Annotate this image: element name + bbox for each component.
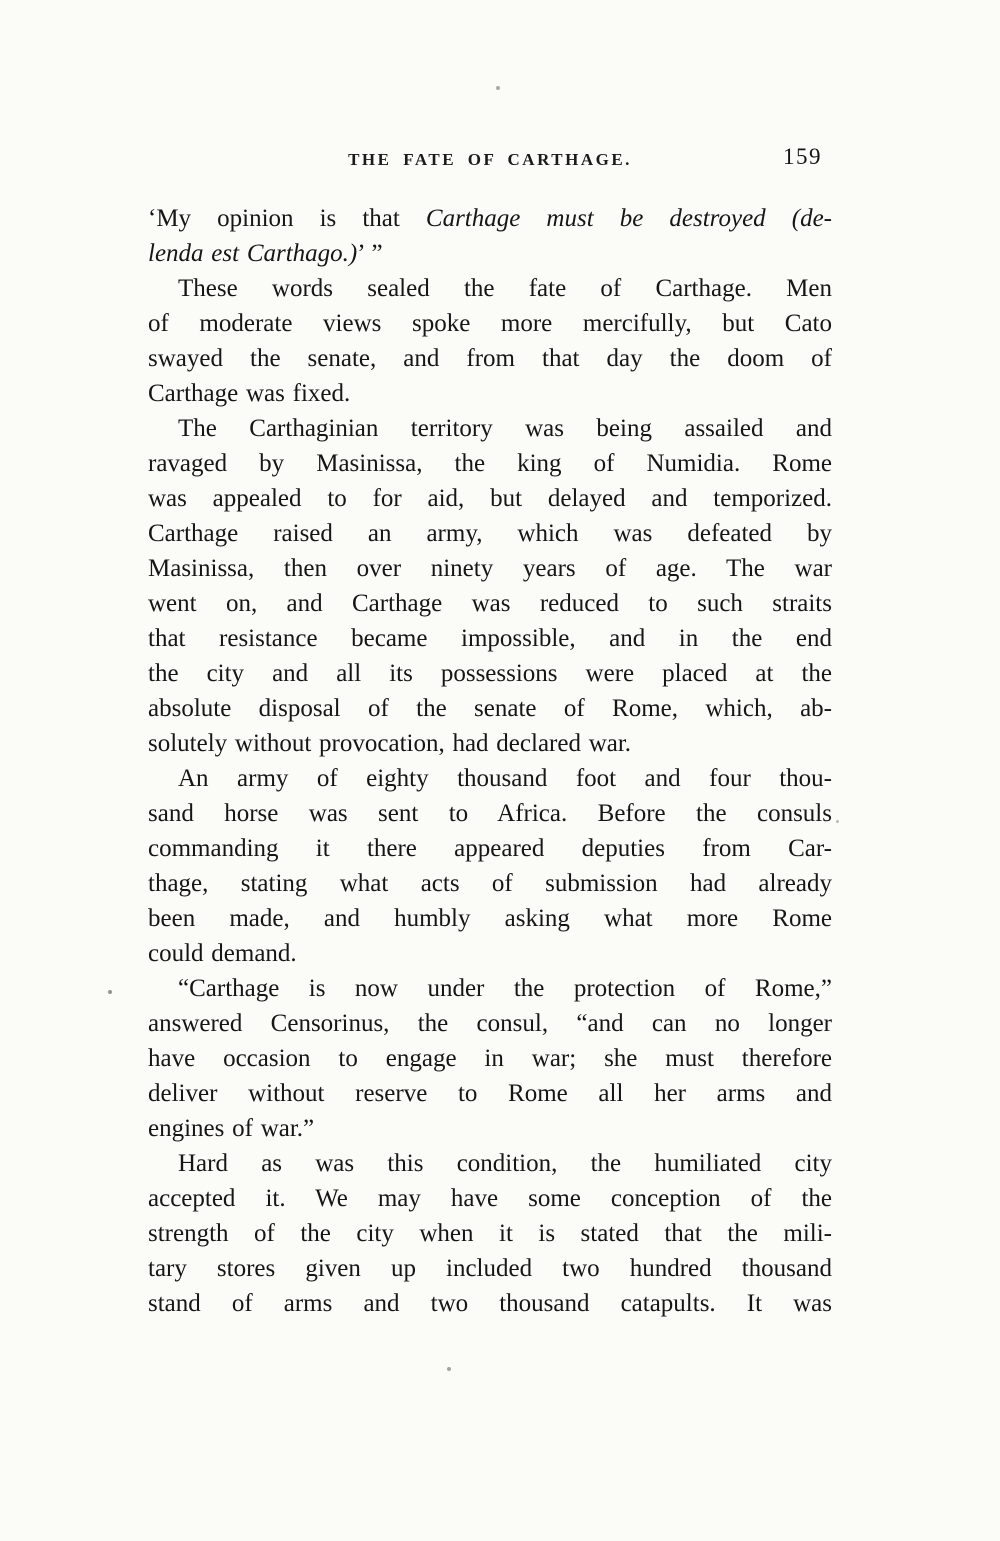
- text-line: [148, 306, 832, 341]
- text-segment: Carthage raised an army, which was defeated by: [148, 520, 832, 547]
- paragraph: [148, 201, 832, 271]
- text-line: [148, 1286, 832, 1321]
- text-line: [148, 1216, 832, 1251]
- text-line: [148, 551, 832, 586]
- text-line: [148, 726, 832, 761]
- text-line: [148, 236, 832, 271]
- text-segment: An army of eighty thousand foot and four thou-: [178, 765, 832, 792]
- text-segment: commanding it there appeared deputies from Car-: [148, 835, 832, 862]
- text-line: [148, 761, 832, 796]
- paragraph: [148, 971, 832, 1146]
- text-segment: deliver without reserve to Rome all her arms and: [148, 1080, 832, 1107]
- text-line: [148, 481, 832, 516]
- paragraph: [148, 761, 832, 971]
- text-block: [148, 201, 832, 1321]
- text-segment: “Carthage is now under the protection of Rome,”: [178, 975, 832, 1002]
- page-number: 159: [783, 144, 822, 169]
- italic-text-segment: Carthage must be destroyed (de-: [425, 205, 832, 232]
- text-line: [148, 1146, 832, 1181]
- text-segment: Masinissa, then over ninety years of age. The war: [148, 555, 832, 582]
- text-line: [148, 271, 832, 306]
- text-segment: thage, stating what acts of submission had already: [148, 870, 832, 897]
- text-segment: strength of the city when it is stated that the mili-: [148, 1220, 832, 1247]
- italic-text-segment: lenda est Carthago.): [148, 240, 358, 267]
- text-segment: could demand.: [148, 940, 297, 967]
- text-segment: These words sealed the fate of Carthage. Men: [178, 275, 832, 302]
- text-segment: went on, and Carthage was reduced to such straits: [148, 590, 832, 617]
- text-line: [148, 376, 832, 411]
- paragraph: [148, 271, 832, 411]
- text-segment: ravaged by Masinissa, the king of Numidia. Rome: [148, 450, 832, 477]
- text-line: [148, 1006, 832, 1041]
- text-segment: Carthage was fixed.: [148, 380, 351, 407]
- text-line: [148, 586, 832, 621]
- text-line: [148, 831, 832, 866]
- text-segment: ‘My opinion is that: [148, 205, 426, 232]
- text-segment: absolute disposal of the senate of Rome, which, ab-: [148, 695, 832, 722]
- paragraph: [148, 1146, 832, 1321]
- text-line: [148, 446, 832, 481]
- text-line: [148, 1251, 832, 1286]
- text-line: [148, 691, 832, 726]
- text-line: [148, 866, 832, 901]
- text-segment: stand of arms and two thousand catapults. It was: [148, 1290, 832, 1317]
- text-segment: the city and all its possessions were placed at the: [148, 660, 832, 687]
- text-line: [148, 971, 832, 1006]
- text-line: [148, 1181, 832, 1216]
- text-segment: tary stores given up included two hundred thousand: [148, 1255, 832, 1282]
- text-line: [148, 901, 832, 936]
- text-segment: ’ ”: [357, 240, 383, 267]
- text-segment: have occasion to engage in war; she must therefore: [148, 1045, 832, 1072]
- text-line: [148, 936, 832, 971]
- text-line: [148, 1076, 832, 1111]
- running-head-title: THE FATE OF CARTHAGE.: [348, 150, 632, 169]
- text-segment: answered Censorinus, the consul, “and can no longer: [148, 1010, 832, 1037]
- text-segment: swayed the senate, and from that day the doom of: [148, 345, 832, 372]
- text-segment: accepted it. We may have some conception of the: [148, 1185, 832, 1212]
- text-line: [148, 796, 832, 831]
- text-segment: that resistance became impossible, and in the end: [148, 625, 832, 652]
- text-segment: sand horse was sent to Africa. Before the consuls: [148, 800, 832, 827]
- text-segment: Hard as was this condition, the humiliated city: [178, 1150, 832, 1177]
- text-segment: of moderate views spoke more mercifully, but Cato: [148, 310, 832, 337]
- text-segment: was appealed to for aid, but delayed and temporized.: [148, 485, 832, 512]
- paragraph: [148, 411, 832, 761]
- text-segment: The Carthaginian territory was being assailed and: [178, 415, 832, 442]
- text-line: [148, 411, 832, 446]
- scan-speck: [108, 990, 112, 994]
- scan-speck: [836, 820, 839, 823]
- scan-speck: [496, 86, 500, 90]
- text-segment: solutely without provocation, had declared war.: [148, 730, 632, 757]
- text-line: [148, 621, 832, 656]
- text-line: [148, 1041, 832, 1076]
- text-line: [148, 516, 832, 551]
- text-line: [148, 341, 832, 376]
- text-segment: been made, and humbly asking what more Rome: [148, 905, 832, 932]
- text-line: [148, 1111, 832, 1146]
- page-header: [148, 144, 832, 180]
- text-line: [148, 656, 832, 691]
- text-line: [148, 201, 832, 236]
- text-segment: engines of war.”: [148, 1115, 315, 1142]
- scan-speck: [447, 1367, 451, 1371]
